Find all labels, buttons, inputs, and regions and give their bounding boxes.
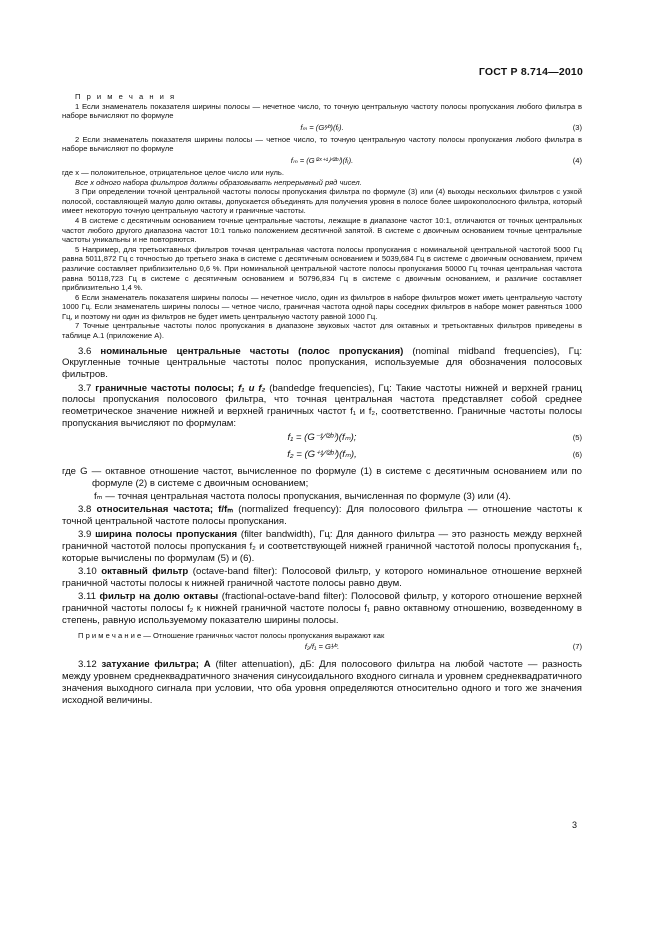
definition-text: (nominal midband frequencies), Гц: Округленные точные центральные частоты полос пропускания, используемые для обозначения полосовых фильтров. [62,345,582,381]
section-3-12 [62,659,582,706]
formula-7 [62,642,582,654]
section-number: 3.9 [78,529,92,541]
section-3-7 [62,383,582,430]
notes-heading: П р и м е ч а н и я [75,92,177,101]
formula-5-number: (5) [572,432,582,442]
note-7: 7 Точные центральные частоты полос пропускания в диапазоне звуковых частот для октавных и третьоктавных фильтров приведены в таблице А.1 (приложение А). [62,321,582,341]
term: фильтр на долю октавы [99,591,219,603]
section-number: 3.10 [78,566,97,578]
formula-6 [62,449,582,461]
definition-text: (fractional-octave-band filter): Полосовой фильтр, у которого отношение верхней граничной частоты полосы f₂ к нижней граничной частоте полосы f₁ равно октавному отношению, возведенному в степень, равную используемому показателю ширины полосы. [62,591,583,626]
definition-text: (octave-band filter): Полосовой фильтр, у которого номинальное отношение верхней граничной частоты полосы к нижней граничной частоте полосы равно двум. [62,566,582,589]
formula-4 [62,156,582,167]
document-body [62,92,582,708]
standard-header: ГОСТ Р 8.714—2010 [478,66,583,78]
section-number: 3.8 [78,504,92,516]
term: октавный фильтр [101,566,189,578]
note-3: 3 При определении точной центральной частоты полосы пропускания фильтра по формуле (3) или (4) выходы нескольких фильтров с узкой полосой, составляющей малую долю октавы, допускается объединять для получения уровня в полосе более широкополосного фильтра, который имеет некоторую точную центральную частоту и граничные частоты. [62,187,582,216]
term: граничные частоты полосы; [95,382,235,394]
definition-text: (normalized frequency): Для полосового фильтра — отношение частоты к точной центральной частоте полосы пропускания. [62,504,582,527]
note-2: 2 Если знаменатель показателя ширины полосы — четное число, то точную центральную частоту полосы пропускания любого фильтра в наборе вычисляют по формуле [62,134,582,154]
where-g: где G — октавное отношение частот, вычисленное по формуле (1) в системе с десятичным основанием или по формуле (2) в системе с двоичным основанием; [62,465,582,489]
section-3-6 [62,346,582,381]
notes-block [62,92,582,341]
formula-5-text: f₁ = (G⁻¹⁄⁽²ᵇ⁾)(fₘ); [287,431,357,443]
term: относительная частота; f/fₘ [96,504,234,516]
definition-text: (bandedge frequencies), Гц: Такие частоты нижней и верхней границ полосы пропускания полосового фильтра, что точная центральная частота представляет собой среднее геометрическое значение нижней и верхней граничных частот f₁ и f₂, соответственно. Граничные частоты полосы пропускания вычисляют по формулам: [62,382,582,429]
where-x: где x — положительное, отрицательное целое число или нуль. [62,167,284,177]
definition-text: (filter attenuation), дБ: Для полосового фильтра на любой частоте — разность между уровнем среднеквадратичного значения синусоидального входного сигнала и уровнем среднеквадратичного значения выходного сигнала при условии, что оба уровня определяются относительно одного и того же значения исходной величины. [62,659,583,706]
note-4: 4 В системе с десятичным основанием точные центральные частоты, лежащие в диапазоне частот 10:1, отличаются от точных центральных частот любого другого диапазона частот 10:1 только положением десятичной запятой. В системе с двоичным основанием точные центральные частоты уникальны и не повторяются. [62,215,582,245]
term: номинальные центральные частоты (полос пропускания) [100,345,404,357]
note-6: 6 Если знаменатель показателя ширины полосы — нечетное число, один из фильтров в наборе фильтров может иметь центральную частоту 1000 Гц. Если знаменатель ширины полосы — четное число, граничная частота одной пары соседних фильтров в наборе может равняться 1000 Гц, и поэтому ни один из фильтров не будет иметь центральную частоту равной 1000 Гц. [62,292,582,321]
formula-6-number: (6) [572,449,582,459]
section-number: 3.12 [78,659,97,671]
formula-3-text: fₘ = (Gˣ⁄ᵇ)(fᵣ). [300,122,344,132]
page-number: 3 [572,820,578,830]
formula-7-text: f₂/f₁ = G¹⁄ᵇ. [304,642,340,652]
definitions [62,346,582,707]
definition-text: (filter bandwidth), Гц: Для данного фильтра — это разность между верхней граничной частотой полосы пропускания f₂ и соответствующей нижней граничной частотой полосы пропускания f₁, которые вычислены по формулам (5) и (6). [62,529,583,564]
section-3-10 [62,566,582,590]
formula-5 [62,432,582,444]
note-ratio [62,631,582,655]
section-3-11 [62,591,582,626]
term: затухание фильтра; A [101,659,211,671]
formula-4-text: fₘ = (G⁽²ˣ⁺¹⁾⁄⁽²ᵇ⁾)(fᵣ). [290,155,354,165]
note-ratio-text: П р и м е ч а н и е — Отношение граничных частот полосы пропускания выражают как [78,630,385,640]
section-3-8 [62,504,582,528]
section-3-9 [62,529,582,564]
term-symbol: f₁ и f₂ [238,382,266,394]
formula-4-number: (4) [572,155,582,165]
term: ширина полосы пропускания [95,529,238,541]
formula-3-number: (3) [572,122,582,132]
section-number: 3.7 [78,382,92,394]
formula-7-number: (7) [572,642,582,652]
where-fm: fₘ — точная центральная частота полосы пропускания, вычисленная по формуле (3) или (4). [94,490,511,502]
formula-6-text: f₂ = (G⁺¹⁄⁽²ᵇ⁾)(fₘ), [287,448,357,460]
section-number: 3.6 [78,345,92,357]
formula-3 [62,123,582,134]
section-number: 3.11 [78,591,96,603]
note-5: 5 Например, для третьоктавных фильтров точная центральная частота полосы пропускания с номинальной центральной частотой 5000 Гц равна 5011,872 Гц с точностью до третьего знака в системе с десятичным основанием и 5039,684 Гц в системе с двоичным основанием, причем различие составляет приблизительно 0,6 %. При номинальной центральной частоте полосы пропускания 50000 Гц точная центральная частота равна 50118,723 Гц в системе с десятичным основанием и 50796,834 Гц в системе с двоичным основанием, и различие составляет приблизительно 1,4 %. [62,244,582,293]
note-1: 1 Если знаменатель показателя ширины полосы — нечетное число, то точную центральную частоту полосы пропускания любого фильтра в наборе вычисляют по формуле [62,101,582,121]
all-x: Все x одного набора фильтров должны образовывать непрерывный ряд чисел. [75,177,362,187]
